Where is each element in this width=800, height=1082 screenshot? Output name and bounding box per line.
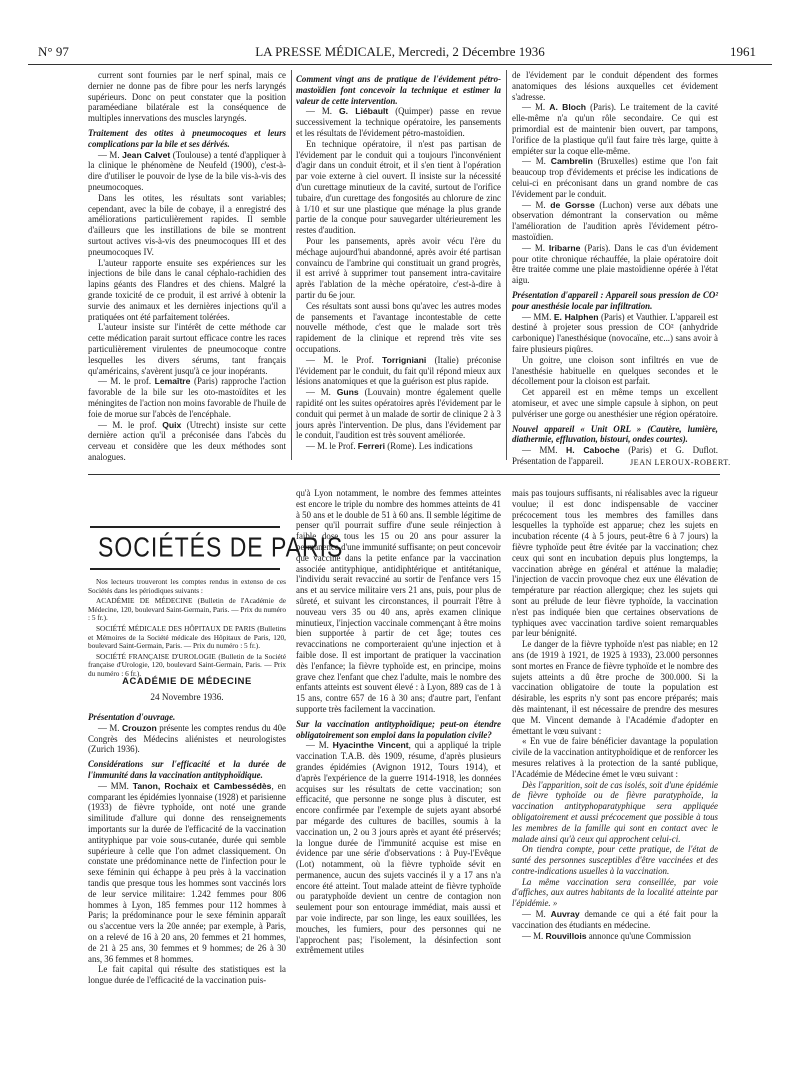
author-name: Lemaître: [154, 376, 191, 387]
column-divider: [506, 70, 507, 460]
author-name: G. Liébault: [339, 106, 389, 117]
author-name: Crouzon: [121, 722, 157, 733]
author-name: Cambrelin: [550, 156, 593, 167]
author-name: Auvray: [550, 909, 580, 920]
paragraph: Cet appareil est en même temps un excellent atomiseur, et avec une simple capsule à siphon, on peut pulvériser une gorge ou anesthésier une région opératoire.: [512, 387, 718, 419]
paragraph: de l'évidement par le conduit dépendent des formes anatomiques des lésions auxquelles cet évidement s'adresse.: [512, 70, 718, 102]
paragraph: — M. Jean Calvet (Toulouse) a tenté d'appliquer à la clinique le phénomène de Neufeld (1900), c'est-à-dire d'utiliser le pouvoir de lyse de la bile vis-à-vis des pneumocoques.: [88, 149, 286, 192]
header-rule: [28, 64, 772, 65]
bottom-column-1: [88, 708, 286, 1044]
paragraph: SOCIÉTÉ FRANÇAISE D'UROLOGIE (Bulletin de la Société française d'Urologie, 120, boulevard Saint-Germain, Paris. — Prix du numéro : 6 fr.).: [88, 651, 286, 678]
journal-title: LA PRESSE MÉDICALE, Mercredi, 2 Décembre 1936: [255, 44, 545, 59]
paragraph: En technique opératoire, il n'est pas partisan de l'évidement par le conduit qui a toujours l'inconvénient d'agir dans un conduit étroit, et il s'en tient à l'opération par voie externe à ciel ouvert. Il insiste sur la nécessité d'un curettage minutieux de la cavité, surtout de l'orifice tubaire, d'un curettage des fongosités au chlorure de zinc à 1/10 et sur une plastique que ménage la plus grande partie de la conque pour sauvegarder ultérieurement les restes d'audition.: [296, 138, 501, 236]
top-column-1: [88, 70, 286, 462]
paragraph: — M. Cambrelin (Bruxelles) estime que l'on fait beaucoup trop d'évidements et précise les indications de celui-ci en préconisant dans un grand nombre de cas l'évidement par le conduit.: [512, 156, 718, 199]
paragraph: — M. Guns (Louvain) montre également quelle rapidité ont les suites opératoires après l'évidement par le conduit qui permet à un malade de sortir de clinique 2 à 3 jours après l'intervention. De plus, dans l'évidement par le conduit, l'audition est très souvent améliorée.: [296, 387, 501, 441]
paragraph: « En vue de faire bénéficier davantage la population civile de la vaccination antityphoïdique et de renforcer les mesures relatives à la protection de la santé publique, l'Académie de Médecine émet le vœu suivant :: [512, 736, 719, 779]
paragraph: Traitement des otites à pneumocoques et leurs complications par la bile et ses dérivés.: [88, 127, 286, 149]
paragraph: — M. Iribarne (Paris). Dans le cas d'un évidement pour otite chronique réchauffée, la plaie opératoire doit être traitée comme une plaie mastoïdienne opérée à l'état aigu.: [512, 242, 718, 286]
paragraph: On tiendra compte, pour cette pratique, de l'état de santé des personnes susceptibles d'être vaccinées et des contre-indications usuelles à la vaccination.: [512, 844, 718, 876]
paragraph: — M. Rouvillois annonce qu'une Commission: [522, 930, 691, 941]
author-name: H. Caboche: [566, 445, 620, 456]
author-name: Hyacinthe Vincent: [332, 740, 409, 751]
paragraph: Présentation d'ouvrage.: [88, 712, 176, 722]
paragraph: Sur la vaccination antityphoïdique; peut-on étendre obligatoirement son emploi dans la population civile?: [296, 718, 501, 740]
paragraph: — M. A. Bloch (Paris). Le traitement de la cavité elle-même n'a qu'un rôle secondaire. Ce qui est primordial est de maintenir bien ouvert, par tampons, l'orifice de la plastique qu'il faut faire très large, quitte à empiéter sur la coque elle-même.: [512, 102, 718, 156]
issue-number: N° 97: [38, 44, 69, 59]
author-name: Jean Calvet: [122, 149, 171, 160]
author-name: Iribarne: [548, 242, 581, 253]
paragraph: Comment vingt ans de pratique de l'évidement pétro-mastoïdien font concevoir la technique et estimer la valeur de cette intervention.: [296, 74, 501, 106]
paragraph: — MM. E. Halphen (Paris) et Vauthier. L'appareil est destiné à projeter sous pression de CO² (anhydride carbonique) l'anesthésique (novocaïne, etc...) sans avoir à faire plusieurs piqûres.: [512, 311, 718, 354]
paragraph: qu'à Lyon notamment, le nombre des femmes atteintes est encore le triple du nombre des hommes atteints de 41 à 50 ans et le double de 51 à 60 ans. Il semble légitime de penser qu'il pourrait suffire d'une seule réinjection à faible dose tous les 15 ou 20 ans pour assurer la permanence d'une immunité suffisante; on peut concevoir que vacciné dans la petite enfance par la vaccination associée antityphique, antidiphtérique et antitétanique, l'individu serait revacciné au sortir de l'enfance vers 15 ans et au service militaire vers 21 ans, puis, pour plus de sûreté, et suivant les circonstances, il pourrait l'être à nouveau vers 35 ou 40 ans, après examen clinique minutieux, l'injection vaccinale commençant à être moins bien supportée à partir de cet âge; toutes ces revaccinations ne comporteraient qu'une injection et à faible dose. Il est important de pratiquer la vaccination dès l'enfance; la fièvre typhoïde est, en principe, moins grave chez l'enfant que chez l'adulte, mais le nombre des enfants atteints est souvent élevé : à Lyon, 889 cas de 1 à 15 ans, contre 657 de 16 à 30 ans; d'autre part, l'enfant supporte très facilement la vaccination.: [296, 488, 502, 714]
author-name: Rouvillois: [545, 930, 587, 941]
session-date: 24 Novembre 1936.: [150, 692, 224, 702]
author-name: Tanon, Rochaix et Cambessédès: [132, 780, 272, 791]
paragraph: SOCIÉTÉ MÉDICALE DES HÔPITAUX DE PARIS (Bulletins et Mémoires de la Société médicale des Hôpitaux de Paris, 120, boulevard Saint-Germain, Paris. — Prix du numéro : 5 fr.).: [88, 623, 286, 651]
paragraph: Considérations sur l'efficacité et la durée de l'immunité dans la vaccination antityphoïdique.: [88, 759, 286, 780]
page-number: 1961: [730, 44, 756, 59]
paragraph: La même vaccination sera conseillée, par voie d'affiches, aux autres habitants de la localité atteinte par l'épidémie. »: [512, 876, 718, 909]
paragraph: — M. le prof. Lemaître (Paris) rapproche l'action favorable de la bile sur les oto-mastoïdites et les méningites de l'action non moins favorable de l'huile de foie de morue sur l'abcès de l'encéphale.: [88, 376, 286, 419]
author-name: Quix: [162, 419, 182, 430]
paragraph: — M. le Prof. Ferreri (Rome). Les indications: [306, 441, 473, 452]
paragraph: Le fait capital qui résulte des statistiques est la longue durée de l'efficacité de la vaccination puis-: [88, 964, 286, 986]
paragraph: Ces résultats sont aussi bons qu'avec les autres modes de pansements et l'avantage incontestable de cette nouvelle méthode, c'est que le malade sort très rapidement de la clinique et reprend très vite ses occupations.: [296, 300, 501, 354]
academy-heading: ACADÉMIE DE MÉDECINE: [122, 675, 252, 686]
bottom-column-3: [512, 488, 718, 1044]
signature: JEAN LEROUX-ROBERT.: [630, 458, 731, 467]
title-rule-bottom: [90, 568, 280, 570]
paragraph: — M. de Gorsse (Luchon) verse aux débats une observation démontrant la conservation ou même l'amélioration de l'audition après l'évidement pétro-mastoïdien.: [512, 199, 718, 242]
paragraph: Pour les pansements, après avoir vécu l'ère du méchage aujourd'hui abandonné, après avoir été partisan convaincu de l'ambrine qui constituait un grand progrès, il est arrivé à supprimer tout pansement intra-cavitaire après l'ablation de la mèche opératoire, c'est-à-dire à partir du 6e jour.: [296, 235, 501, 300]
author-name: A. Bloch: [549, 102, 587, 113]
paragraph: Un goitre, une cloison sont infiltrés en vue de l'anesthésie habituelle en quelques secondes et le décollement pour la cloison est parfait.: [512, 354, 718, 387]
section-rule: [88, 474, 720, 475]
paragraph: Nouvel appareil « Unit ORL » (Cautère, lumière, diathermie, effluvation, bistouri, ondes courtes).: [512, 423, 718, 445]
section-title: SOCIÉTÉS DE PARIS: [98, 531, 344, 563]
paragraph: L'auteur insiste sur l'intérêt de cette méthode car cette médication parait surtout efficace contre les races particulièrement virulentes de pneumocoque contre lesquelles les divers sérums, tant français qu'américains, s'avèrent jusqu'à ce jour inopérants.: [88, 322, 286, 376]
paragraph: — M. le Prof. Torrigniani (Italie) préconise l'évidement par le conduit, du fait qu'il répond mieux aux lésions anatomiques et que la guérison est plus rapide.: [296, 354, 501, 387]
paragraph: ACADÉMIE DE MÉDECINE (Bulletin de l'Académie de Médecine, 120, boulevard Saint-Germain, Paris. — Prix du numéro : 5 fr.).: [88, 596, 286, 623]
paragraph: current sont fournies par le nerf spinal, mais ce dernier ne donne pas de fibre pour les nerfs laryngés supérieurs. Donc on peut constater que la position paraméediane bilatérale est la conséquence de multiples innervations des muscles laryngés.: [88, 70, 286, 124]
author-name: Guns: [336, 387, 359, 398]
paragraph: — M. Hyacinthe Vincent, qui a appliqué la triple vaccination T.A.B. dès 1909, résume, d'après plusieurs grandes épidémies (Avignon 1912, Tours 1914), et d'après l'expérience de la guerre 1914-1918, les données acquises sur les résultats de cette vaccination; son efficacité, que personne ne songe plus à discuter, est encore confirmée par l'exemple de sujets ayant absorbé par mégarde des cultures de bacilles, soumis à la vaccination un, 2 ou 3 jours après et ayant été préservés; la longue durée de l'immunité acquise est mise en évidence par une série d'observations : à Puy-l'Evêque (Lot) notamment, où la fièvre typhoïde sévit en permanence, aucun des sujets vaccinés il y a 17 ans n'a encore été atteint. Tout malade atteint de fièvre typhoïde ou paratyphoïde devient un centre de contagion non seulement pour son entourage immédiat, mais aussi et par voie indirecte, par son linge, les eaux souillées, les mouches, les fumiers, pour des personnes qui ne l'approchent pas; l'isolement, la désinfection sont extrêmement utiles: [296, 740, 501, 956]
paragraph: Dès l'apparition, soit de cas isolés, soit d'une épidémie de fièvre typhoïde ou de fièvre paratyphoïde, la vaccination antityphoparatyphique sera appliquée obligatoirement et aussi précocement que possible à tous les membres de la famille qui sont en contact avec le malade ainsi qu'à ceux qui approchent celui-ci.: [512, 779, 718, 844]
column-divider: [291, 70, 292, 460]
author-name: de Gorsse: [550, 199, 595, 210]
paragraph: Dans les otites, les résultats sont variables; cependant, avec la bile de cobaye, il a enregistré des améliorations particulièrement rapides. Il semble d'ailleurs que les instillations de bile se montrent surtout actives vis-à-vis des pneumocoques III et des pneumocoques IV.: [88, 192, 286, 257]
author-name: Torrigniani: [382, 354, 427, 365]
author-name: Ferreri: [357, 441, 386, 452]
paragraph: — M. le prof. Quix (Utrecht) insiste sur cette dernière action qu'il a préconisée dans l'abcès du cerveau et considère que les deux méthodes sont analogues.: [88, 419, 286, 462]
bottom-column-2: [296, 488, 501, 1044]
paragraph: — MM. Tanon, Rochaix et Cambessédès, en comparant les épidémies lyonnaise (1928) et parisienne (1933) de fièvre typhoïde, ont noté une grande similitude d'allure qui donne des renseignements importants sur la durée de l'efficacité de la vaccination antityphique par voie sous-cutanée, durée qui semble supérieure à celle que l'on admet classiquement. On constate une prédominance nette de l'infection pour le sexe féminin qui échappe à peu près à la vaccination tandis que presque tous les hommes sont vaccinés lors de leur service militaire: 1.242 femmes pour 806 hommes à Lyon, 185 femmes pour 112 hommes à Paris; la prédominance pour le sexe féminin apparaît ou s'accentue vers la 20e année; par exemple, à Paris, on a relevé de 16 à 20 ans, 20 femmes et 21 hommes, de 21 à 25 ans, 30 femmes et 9 hommes; de 26 à 30 ans, 36 femmes et 8 hommes.: [88, 780, 286, 964]
paragraph: Présentation d'appareil : Appareil sous pression de CO² pour anesthésie locale par infiltration.: [512, 289, 718, 311]
paragraph: — M. Crouzon présente les comptes rendus du 40e Congrès des Médecins aliénistes et neurologistes (Zurich 1936).: [88, 722, 286, 755]
top-column-2: [296, 70, 501, 462]
paragraph: L'auteur rapporte ensuite ses expériences sur les injections de bile dans le canal céphalo-rachidien des lapins géants des Flandres et des chiens. Malgré la grande toxicité de ce produit, il est arrivé à obtenir la survie des animaux et les dernières injections qu'il a pratiquées ont été parfaitement tolérées.: [88, 257, 286, 322]
paragraph: — MM. H. Caboche (Paris) et G. Duflot. Présentation de l'appareil.: [512, 445, 718, 466]
paragraph: — M. G. Liébault (Quimper) passe en revue successivement la technique opératoire, les pansements et les résultats de l'évidement pétro-mastoïdien.: [296, 106, 501, 138]
paragraph: — M. Auvray demande ce qui a été fait pour la vaccination des étudiants en médecine.: [512, 909, 718, 930]
paragraph: Nos lecteurs trouveront les comptes rendus in extenso de ces Sociétés dans les périodiques suivants :: [88, 577, 286, 595]
periodicals-intro: [88, 578, 286, 681]
page-header: [28, 44, 772, 62]
paragraph: mais pas toujours suffisants, ni réalisables avec la rigueur voulue; il est donc indispensable de vacciner précocement tous les membres des familles dans lesquelles la typhoïde est apparue; chez les sujets en incubation récente (4 à 5 jours, peut-être 6 à 7 jours) la fièvre typhoïde peut être évitée par la vaccination; chez ceux qui sont en incubation depuis plus longtemps, la vaccination abrège en général et atténue la maladie; l'injection de vaccin provoque chez eux une élévation de température par réaction allergique; chez les sujets qui sont au prélude de leur fièvre typhoïde, la vaccination n'est pas indiquée bien que certaines observations de typhiques avec vaccination tardive soient remarquables par leur bénignité.: [512, 488, 718, 639]
author-name: E. Halphen: [553, 311, 599, 322]
paragraph: Le danger de la fièvre typhoïde n'est pas niable; en 12 ans (de 1919 à 1921, de 1925 à 1933), 23.000 personnes sont mortes en France de fièvre typhoïde et le nombre des sujets atteints a dû être proche de 300.000. Si la vaccination obligatoire de toute la population est désirable, les esprits n'y sont pas encore préparés; mais dès maintenant, il est nécessaire de prendre des mesures que M. Vincent demande à l'Académie d'adopter en émettant le vœu suivant :: [512, 639, 718, 736]
title-rule-top: [90, 526, 280, 528]
